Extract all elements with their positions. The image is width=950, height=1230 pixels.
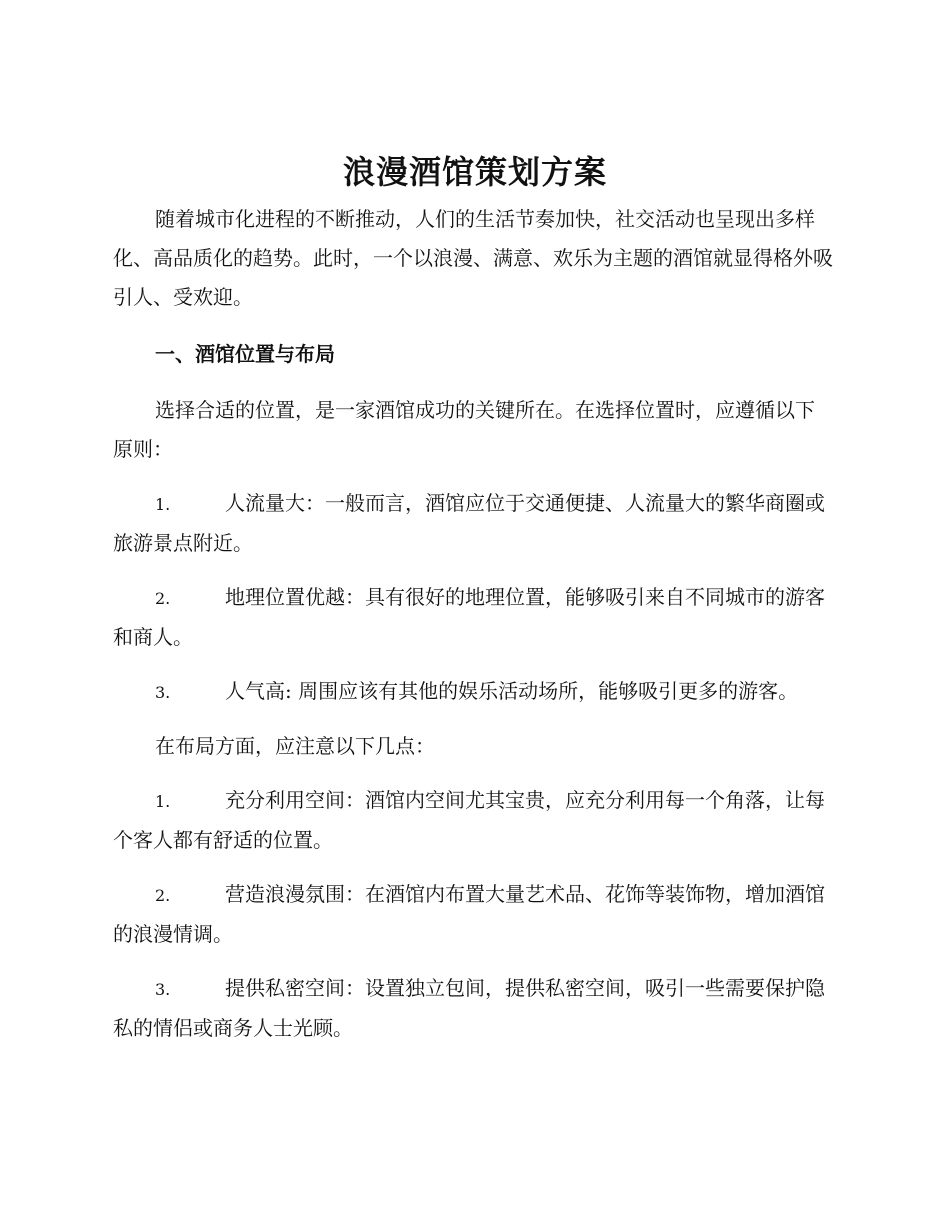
list-item (113, 969, 833, 1048)
list-item-text: 提供私密空间：设置独立包间，提供私密空间，吸引一些需要保护隐私的情侣或商务人士光顾。 (113, 976, 825, 1040)
list-item (113, 484, 833, 563)
list-item-number: 3. (155, 980, 171, 999)
list-item-text: 人流量大：一般而言，酒馆应位于交通便捷、人流量大的繁华商圈或旅游景点附近。 (113, 491, 825, 555)
list-item (113, 578, 833, 657)
list-item-number: 2. (155, 886, 171, 905)
list-item-number: 1. (155, 495, 171, 514)
document-body (113, 200, 833, 1063)
intro-paragraph: 随着城市化进程的不断推动，人们的生活节奏加快，社交活动也呈现出多样化、高品质化的趋势。此时，一个以浪漫、满意、欢乐为主题的酒馆就显得格外吸引人、受欢迎。 (113, 207, 833, 309)
list-item-text: 充分利用空间：酒馆内空间尤其宝贵，应充分利用每一个角落，让每个客人都有舒适的位置。 (113, 788, 825, 852)
section-heading: 一、酒馆位置与布局 (155, 342, 335, 366)
list-item-text: 地理位置优越：具有很好的地理位置，能够吸引来自不同城市的游客和商人。 (113, 585, 825, 649)
list-item-number: 1. (155, 792, 171, 811)
list-item-text: 人气高: 周围应该有其他的娱乐活动场所，能够吸引更多的游客。 (225, 679, 799, 703)
list-item (113, 781, 833, 860)
location-intro-paragraph: 选择合适的位置，是一家酒馆成功的关键所在。在选择位置时，应遵循以下原则： (113, 398, 815, 461)
layout-intro-paragraph: 在布局方面，应注意以下几点： (155, 734, 435, 758)
document-title: 浪漫酒馆策划方案 (342, 153, 607, 191)
list-item-number: 2. (155, 589, 171, 608)
list-item-number: 3. (155, 683, 171, 702)
list-item-text: 营造浪漫氛围：在酒馆内布置大量艺术品、花饰等装饰物，增加酒馆的浪漫情调。 (113, 882, 825, 946)
list-item (113, 875, 833, 954)
list-item (113, 672, 833, 712)
